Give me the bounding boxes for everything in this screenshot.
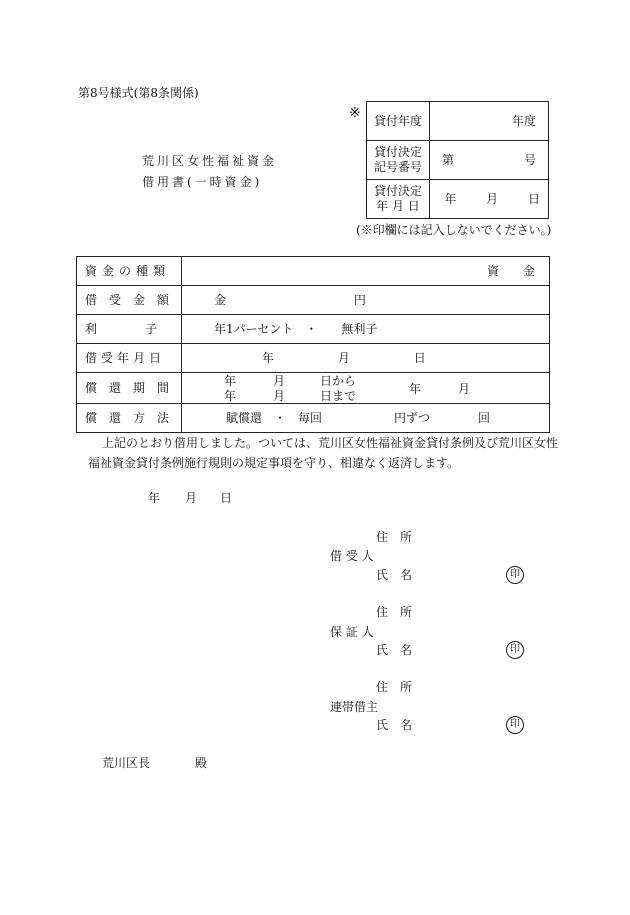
- borrow-date-field[interactable]: 年 月 日: [182, 344, 550, 373]
- fund-type-field[interactable]: 資 金: [182, 257, 550, 286]
- decision-number-label: 貸付決定 記号番号: [367, 141, 430, 180]
- decision-number-suffix: 号: [523, 152, 536, 167]
- fiscal-year-label: 貸付年度: [367, 102, 430, 141]
- statement-line2: 福祉資金貸付条例施行規則の規定事項を守り、相違なく返済します。: [88, 456, 460, 470]
- signing-date-month: 月: [185, 491, 198, 505]
- borrower-name-label: 氏 名: [376, 568, 413, 582]
- statement-line1: 上記のとおり借用しました。ついては、荒川区女性福祉資金貸付条例及び荒川区女性: [102, 436, 559, 450]
- repayment-method-field[interactable]: 賦償還 ・ 毎回 円ずつ 回: [182, 404, 550, 433]
- interest-label: 利 子: [77, 315, 182, 344]
- signing-date-day: 日: [220, 491, 233, 505]
- interest-field[interactable]: 年1パーセント ・ 無利子: [182, 315, 550, 344]
- borrower-address-label: 住 所: [376, 530, 413, 544]
- decision-number-prefix: 第: [442, 152, 455, 167]
- form-title-line1: 荒川区女性福祉資金: [142, 154, 278, 168]
- office-use-mark: ※: [349, 105, 361, 121]
- office-use-table: [366, 101, 549, 219]
- repayment-period-label: 償還期間: [77, 373, 182, 404]
- fiscal-year-value: 年度: [430, 102, 549, 141]
- form-title-line2: 借用書(一時資金): [142, 175, 263, 189]
- decision-date-label: 貸付決定 年 月 日: [367, 180, 430, 219]
- joint-borrower-seal-mark: 印: [506, 716, 524, 734]
- guarantor-name-label: 氏 名: [376, 643, 413, 657]
- decision-date-field[interactable]: 年 月 日: [430, 180, 549, 219]
- guarantor-address-label: 住 所: [376, 605, 413, 619]
- guarantor-role: 保 証 人: [330, 625, 374, 639]
- amount-label: 借受金額: [77, 286, 182, 315]
- borrow-date-label: 借受年月日: [77, 344, 182, 373]
- repayment-method-label: 償還方法: [77, 404, 182, 433]
- signing-date-year: 年: [148, 491, 161, 505]
- addressee: 荒川区長: [102, 756, 151, 770]
- borrower-seal-mark: 印: [506, 566, 524, 584]
- joint-borrower-role: 連帯借主: [330, 700, 379, 714]
- honorific: 殿: [195, 756, 208, 770]
- decision-number-field[interactable]: [430, 141, 549, 180]
- repayment-period-field[interactable]: 年 月 日から 年 月 日まで 年 月: [182, 373, 550, 404]
- guarantor-seal-mark: 印: [506, 641, 524, 659]
- fund-type-label: 資金の種類: [77, 257, 182, 286]
- joint-borrower-address-label: 住 所: [376, 680, 413, 694]
- office-use-note: (※印欄には記入しないでください。): [356, 223, 552, 237]
- loan-details-table: [76, 256, 550, 433]
- form-reference: 第8号様式(第8条関係): [78, 86, 199, 100]
- borrower-role: 借 受 人: [330, 549, 374, 563]
- amount-field[interactable]: 金 円: [182, 286, 550, 315]
- joint-borrower-name-label: 氏 名: [376, 718, 413, 732]
